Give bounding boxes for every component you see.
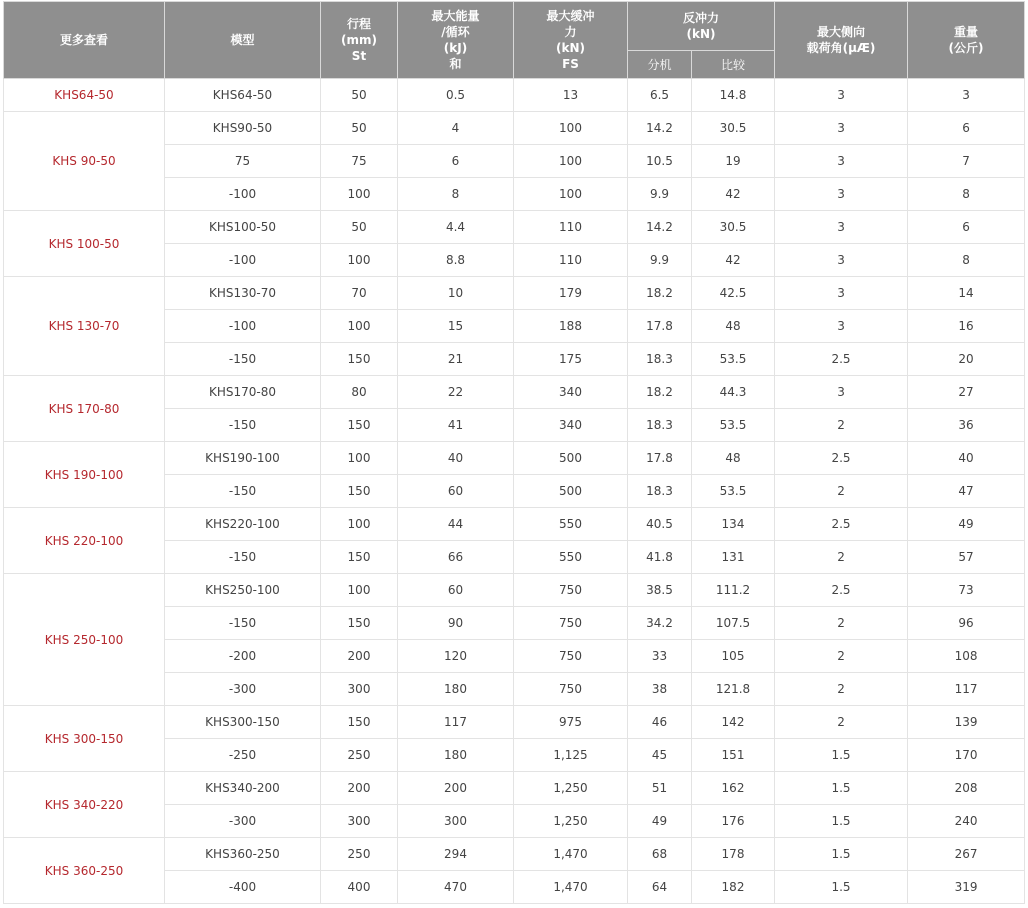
weight-cell: 47 [908,475,1025,508]
reaction-unit-cell: 18.2 [628,376,692,409]
weight-cell: 73 [908,574,1025,607]
model-cell: -100 [165,244,321,277]
reaction-compare-cell: 48 [692,310,775,343]
reaction-compare-cell: 134 [692,508,775,541]
angle-cell: 2.5 [775,508,908,541]
model-cell: -150 [165,541,321,574]
reaction-compare-cell: 44.3 [692,376,775,409]
more-link-cell [4,706,165,772]
model-cell: KHS250-100 [165,574,321,607]
model-cell: -300 [165,673,321,706]
weight-cell: 8 [908,178,1025,211]
reaction-compare-cell: 111.2 [692,574,775,607]
more-link[interactable]: KHS 340-220 [44,797,124,812]
model-cell: KHS64-50 [165,79,321,112]
angle-cell: 3 [775,112,908,145]
force-cell: 179 [514,277,628,310]
table-row [4,574,1025,607]
force-cell: 13 [514,79,628,112]
reaction-compare-cell: 121.8 [692,673,775,706]
stroke-cell: 150 [321,409,398,442]
energy-cell: 90 [398,607,514,640]
reaction-compare-cell: 105 [692,640,775,673]
weight-cell: 6 [908,211,1025,244]
force-cell: 500 [514,442,628,475]
reaction-unit-cell: 41.8 [628,541,692,574]
energy-cell: 120 [398,640,514,673]
more-link-cell [4,508,165,574]
force-cell: 750 [514,574,628,607]
reaction-unit-cell: 18.2 [628,277,692,310]
reaction-compare-cell: 53.5 [692,343,775,376]
force-cell: 175 [514,343,628,376]
weight-cell: 8 [908,244,1025,277]
reaction-unit-cell: 34.2 [628,607,692,640]
stroke-cell: 100 [321,574,398,607]
stroke-cell: 50 [321,79,398,112]
reaction-compare-cell: 30.5 [692,112,775,145]
angle-cell: 3 [775,310,908,343]
stroke-cell: 300 [321,673,398,706]
force-cell: 340 [514,376,628,409]
model-cell: KHS90-50 [165,112,321,145]
reaction-unit-cell: 10.5 [628,145,692,178]
table-row [4,376,1025,409]
reaction-compare-cell: 178 [692,838,775,871]
angle-cell: 2 [775,475,908,508]
stroke-cell: 70 [321,277,398,310]
reaction-unit-cell: 18.3 [628,475,692,508]
model-cell: -250 [165,739,321,772]
weight-cell: 240 [908,805,1025,838]
angle-cell: 3 [775,277,908,310]
header-energy: 最大能量 /循环 (kJ) 和 [398,2,514,79]
force-cell: 188 [514,310,628,343]
reaction-unit-cell: 38.5 [628,574,692,607]
stroke-cell: 75 [321,145,398,178]
force-cell: 550 [514,508,628,541]
more-link[interactable]: KHS64-50 [54,88,114,102]
reaction-compare-cell: 142 [692,706,775,739]
spec-table [3,1,1025,904]
model-cell: KHS170-80 [165,376,321,409]
reaction-compare-cell: 42 [692,178,775,211]
force-cell: 750 [514,640,628,673]
weight-cell: 117 [908,673,1025,706]
angle-cell: 1.5 [775,772,908,805]
reaction-unit-cell: 64 [628,871,692,904]
more-link-cell [4,772,165,838]
reaction-unit-cell: 38 [628,673,692,706]
reaction-unit-cell: 17.8 [628,310,692,343]
force-cell: 500 [514,475,628,508]
force-cell: 1,470 [514,838,628,871]
table-row [4,442,1025,475]
energy-cell: 22 [398,376,514,409]
weight-cell: 170 [908,739,1025,772]
weight-cell: 16 [908,310,1025,343]
force-cell: 750 [514,673,628,706]
header-model: 模型 [165,2,321,79]
reaction-unit-cell: 9.9 [628,178,692,211]
header-reaction-compare: 比较 [692,51,775,79]
weight-cell: 27 [908,376,1025,409]
table-row [4,508,1025,541]
energy-cell: 0.5 [398,79,514,112]
table-row [4,79,1025,112]
table-row [4,211,1025,244]
angle-cell: 2 [775,673,908,706]
stroke-cell: 100 [321,442,398,475]
model-cell: KHS300-150 [165,706,321,739]
model-cell: KHS190-100 [165,442,321,475]
reaction-unit-cell: 49 [628,805,692,838]
force-cell: 110 [514,211,628,244]
reaction-compare-cell: 107.5 [692,607,775,640]
header-force: 最大缓冲 力 (kN) FS [514,2,628,79]
stroke-cell: 150 [321,475,398,508]
more-link[interactable]: KHS 190-100 [44,467,124,482]
header-angle: 最大侧向 载荷角(µÆ) [775,2,908,79]
reaction-unit-cell: 6.5 [628,79,692,112]
angle-cell: 3 [775,211,908,244]
more-link-cell [4,838,165,904]
stroke-cell: 100 [321,244,398,277]
stroke-cell: 100 [321,310,398,343]
more-link[interactable]: KHS 130-70 [48,319,120,333]
reaction-unit-cell: 45 [628,739,692,772]
force-cell: 750 [514,607,628,640]
table-row [4,772,1025,805]
stroke-cell: 250 [321,838,398,871]
weight-cell: 57 [908,541,1025,574]
angle-cell: 3 [775,79,908,112]
reaction-compare-cell: 182 [692,871,775,904]
model-cell: KHS130-70 [165,277,321,310]
reaction-unit-cell: 14.2 [628,211,692,244]
reaction-unit-cell: 40.5 [628,508,692,541]
reaction-compare-cell: 162 [692,772,775,805]
header-stroke: 行程 (mm) St [321,2,398,79]
angle-cell: 3 [775,376,908,409]
reaction-unit-cell: 51 [628,772,692,805]
energy-cell: 180 [398,739,514,772]
reaction-unit-cell: 18.3 [628,409,692,442]
stroke-cell: 300 [321,805,398,838]
angle-cell: 2.5 [775,574,908,607]
reaction-unit-cell: 68 [628,838,692,871]
energy-cell: 60 [398,475,514,508]
table-row [4,706,1025,739]
model-cell: -150 [165,475,321,508]
weight-cell: 139 [908,706,1025,739]
more-link[interactable]: KHS 220-100 [44,533,124,548]
energy-cell: 10 [398,277,514,310]
force-cell: 550 [514,541,628,574]
stroke-cell: 200 [321,640,398,673]
angle-cell: 3 [775,145,908,178]
force-cell: 100 [514,178,628,211]
stroke-cell: 100 [321,178,398,211]
header-reaction-unit: 分机 [628,51,692,79]
angle-cell: 2 [775,640,908,673]
energy-cell: 40 [398,442,514,475]
reaction-compare-cell: 14.8 [692,79,775,112]
more-link[interactable]: KHS 250-100 [44,632,124,647]
angle-cell: 2.5 [775,442,908,475]
force-cell: 1,125 [514,739,628,772]
more-link-cell [4,442,165,508]
energy-cell: 200 [398,772,514,805]
reaction-unit-cell: 14.2 [628,112,692,145]
weight-cell: 96 [908,607,1025,640]
stroke-cell: 100 [321,508,398,541]
stroke-cell: 150 [321,607,398,640]
more-link-cell [4,574,165,706]
force-cell: 1,250 [514,772,628,805]
more-link-cell [4,277,165,376]
more-link[interactable]: KHS 360-250 [44,863,124,878]
weight-cell: 20 [908,343,1025,376]
header-more: 更多查看 [4,2,165,79]
model-cell: -200 [165,640,321,673]
angle-cell: 2 [775,607,908,640]
reaction-unit-cell: 33 [628,640,692,673]
reaction-compare-cell: 19 [692,145,775,178]
reaction-compare-cell: 151 [692,739,775,772]
model-cell: KHS220-100 [165,508,321,541]
force-cell: 1,470 [514,871,628,904]
reaction-compare-cell: 30.5 [692,211,775,244]
weight-cell: 6 [908,112,1025,145]
energy-cell: 21 [398,343,514,376]
force-cell: 100 [514,112,628,145]
force-cell: 100 [514,145,628,178]
weight-cell: 36 [908,409,1025,442]
reaction-unit-cell: 17.8 [628,442,692,475]
reaction-compare-cell: 42.5 [692,277,775,310]
angle-cell: 1.5 [775,838,908,871]
model-cell: -150 [165,607,321,640]
reaction-unit-cell: 46 [628,706,692,739]
more-link[interactable]: KHS 300-150 [44,731,124,746]
model-cell: KHS360-250 [165,838,321,871]
header-row [4,2,1025,51]
model-cell: KHS340-200 [165,772,321,805]
reaction-compare-cell: 48 [692,442,775,475]
angle-cell: 2.5 [775,343,908,376]
stroke-cell: 250 [321,739,398,772]
angle-cell: 2 [775,541,908,574]
energy-cell: 44 [398,508,514,541]
more-link-cell [4,79,165,112]
reaction-compare-cell: 53.5 [692,409,775,442]
more-link[interactable]: KHS 100-50 [48,236,120,251]
model-cell: -100 [165,310,321,343]
reaction-unit-cell: 18.3 [628,343,692,376]
more-link-cell [4,376,165,442]
reaction-unit-cell: 9.9 [628,244,692,277]
weight-cell: 319 [908,871,1025,904]
angle-cell: 2 [775,409,908,442]
more-link[interactable]: KHS 90-50 [52,154,116,168]
energy-cell: 180 [398,673,514,706]
angle-cell: 3 [775,178,908,211]
weight-cell: 108 [908,640,1025,673]
angle-cell: 1.5 [775,739,908,772]
reaction-compare-cell: 42 [692,244,775,277]
angle-cell: 1.5 [775,805,908,838]
weight-cell: 208 [908,772,1025,805]
model-cell: -150 [165,343,321,376]
weight-cell: 14 [908,277,1025,310]
more-link[interactable]: KHS 170-80 [48,401,120,416]
reaction-compare-cell: 53.5 [692,475,775,508]
energy-cell: 15 [398,310,514,343]
energy-cell: 470 [398,871,514,904]
model-cell: -150 [165,409,321,442]
weight-cell: 49 [908,508,1025,541]
model-cell: KHS100-50 [165,211,321,244]
force-cell: 975 [514,706,628,739]
energy-cell: 8.8 [398,244,514,277]
table-row [4,838,1025,871]
energy-cell: 8 [398,178,514,211]
angle-cell: 2 [775,706,908,739]
force-cell: 110 [514,244,628,277]
more-link-cell [4,211,165,277]
energy-cell: 60 [398,574,514,607]
angle-cell: 1.5 [775,871,908,904]
header-weight: 重量 (公斤) [908,2,1025,79]
model-cell: -400 [165,871,321,904]
table-row [4,112,1025,145]
stroke-cell: 150 [321,706,398,739]
energy-cell: 41 [398,409,514,442]
force-cell: 1,250 [514,805,628,838]
energy-cell: 300 [398,805,514,838]
energy-cell: 294 [398,838,514,871]
energy-cell: 6 [398,145,514,178]
table-body [4,79,1025,904]
force-cell: 340 [514,409,628,442]
more-link-cell [4,112,165,211]
model-cell: -100 [165,178,321,211]
table-row [4,277,1025,310]
energy-cell: 4.4 [398,211,514,244]
angle-cell: 3 [775,244,908,277]
stroke-cell: 200 [321,772,398,805]
model-cell: 75 [165,145,321,178]
energy-cell: 66 [398,541,514,574]
weight-cell: 3 [908,79,1025,112]
weight-cell: 40 [908,442,1025,475]
stroke-cell: 50 [321,112,398,145]
header-reaction: 反冲力 (kN) [628,2,775,51]
weight-cell: 7 [908,145,1025,178]
weight-cell: 267 [908,838,1025,871]
energy-cell: 4 [398,112,514,145]
reaction-compare-cell: 131 [692,541,775,574]
model-cell: -300 [165,805,321,838]
stroke-cell: 150 [321,541,398,574]
stroke-cell: 150 [321,343,398,376]
stroke-cell: 400 [321,871,398,904]
stroke-cell: 80 [321,376,398,409]
reaction-compare-cell: 176 [692,805,775,838]
energy-cell: 117 [398,706,514,739]
stroke-cell: 50 [321,211,398,244]
